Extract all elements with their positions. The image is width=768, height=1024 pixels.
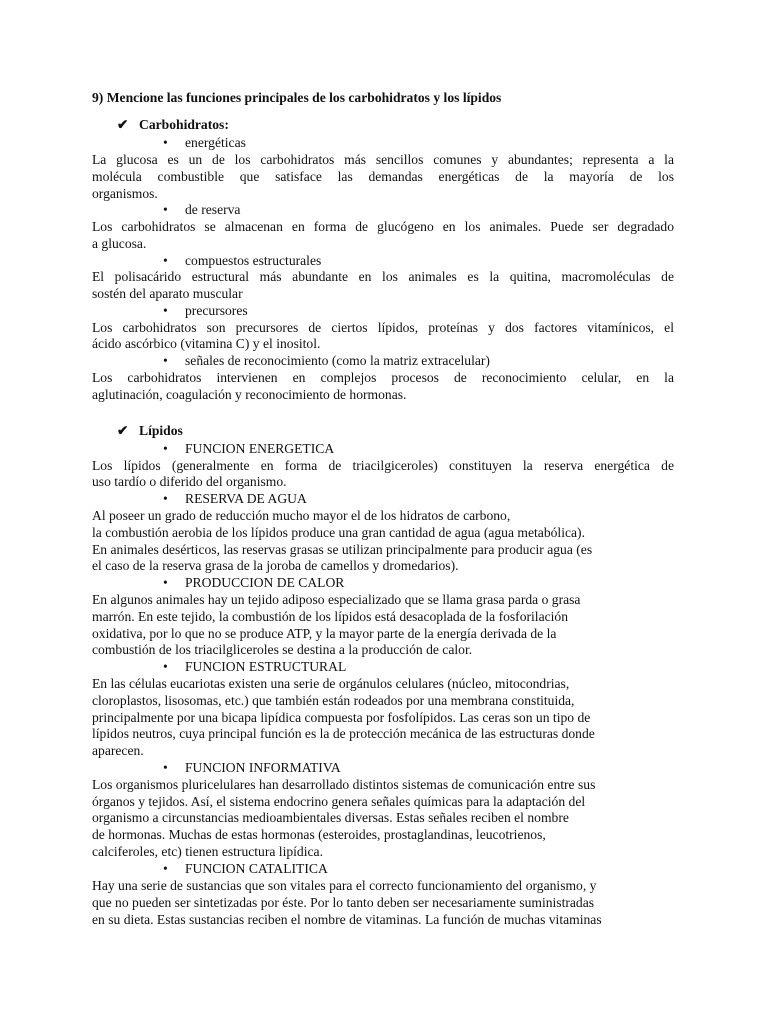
paragraph-line: Al poseer un grado de reducción mucho mayor el de los hidratos de carbono, — [92, 508, 511, 523]
paragraph-line: organismo a circunstancias medioambientales diversas. Estas señales reciben el nombre — [92, 810, 569, 825]
bullet-funcion-informativa: • FUNCION INFORMATIVA — [163, 760, 341, 775]
question-title: 9) Mencione las funciones principales de los carbohidratos y los lípidos — [92, 90, 502, 105]
section-heading-lipidos: ✔ Lípidos — [117, 423, 183, 438]
paragraph-line: calciferoles, etc) tienen estructura lipídica. — [92, 844, 323, 859]
bullet-icon: • — [163, 441, 168, 456]
paragraph-line: que no pueden ser sintetizadas por éste. Por lo tanto deben ser necesariamente suministradas — [92, 895, 595, 910]
paragraph-line: ácido ascórbico (vitamina C) y el inositol. — [92, 336, 321, 351]
bullet-icon: • — [163, 202, 168, 217]
bullet-funcion-catalitica: • FUNCION CATALITICA — [163, 861, 328, 876]
paragraph-line: En las células eucariotas existen una serie de orgánulos celulares (núcleo, mitocondrias, — [92, 676, 570, 691]
bullet-senales-de-reconocimiento: • señales de reconocimiento (como la matriz extracelular) — [163, 353, 490, 368]
bullet-icon: • — [163, 135, 168, 150]
paragraph-line: La glucosa es un de los carbohidratos más sencillos comunes y abundantes; representa a la — [92, 152, 674, 167]
paragraph-line: Hay una serie de sustancias que son vitales para el correcto funcionamiento del organismo, y — [92, 878, 597, 893]
paragraph-line: En animales desérticos, las reservas grasas se utilizan principalmente para producir agua (es — [92, 542, 593, 557]
paragraph-line: a glucosa. — [92, 236, 147, 251]
bullet-icon: • — [163, 760, 168, 775]
section-heading-carbohidratos: ✔ Carbohidratos: — [117, 117, 229, 132]
paragraph-line: cloroplastos, lisosomas, etc.) que también están rodeados por una membrana constituida, — [92, 693, 575, 708]
paragraph-line: aparecen. — [92, 743, 144, 758]
paragraph-line: Los carbohidratos intervienen en complejos procesos de reconocimiento celular, en la — [92, 370, 674, 385]
bullet-icon: • — [163, 575, 168, 590]
paragraph-line: en su dieta. Estas sustancias reciben el nombre de vitaminas. La función de muchas vitaminas — [92, 912, 602, 927]
paragraph-line: organismos. — [92, 186, 158, 201]
bullet-icon: • — [163, 659, 168, 674]
paragraph-line: Los lípidos (generalmente en forma de triacilgiceroles) constituyen la reserva energética de — [92, 458, 674, 473]
bullet-icon: • — [163, 253, 168, 268]
bullet-de-reserva: • de reserva — [163, 202, 241, 217]
paragraph-line: oxidativa, por lo que no se produce ATP, y la mayor parte de la energía derivada de la — [92, 626, 557, 641]
bullet-icon: • — [163, 353, 168, 368]
checkmark-icon: ✔ — [117, 423, 129, 438]
paragraph-line: marrón. En este tejido, la combustión de los lípidos está desacoplada de la fosforilación — [92, 609, 569, 624]
paragraph-line: lípidos neutros, cuya principal función es la de protección mecánica de las estructuras donde — [92, 726, 595, 741]
paragraph-line: El polisacárido estructural más abundante en los animales es la quitina, macromoléculas de — [92, 269, 674, 284]
bullet-icon: • — [163, 491, 168, 506]
bullet-icon: • — [163, 861, 168, 876]
paragraph-line: combustión de los triacilgliceroles se destina a la producción de calor. — [92, 642, 473, 657]
bullet-compuestos-estructurales: • compuestos estructurales — [163, 253, 322, 268]
paragraph-line: principalmente por una bicapa lipídica compuesta por fosfolípidos. Las ceras son un tipo de — [92, 710, 591, 725]
paragraph-line: de hormonas. Muchas de estas hormonas (esteroides, prostaglandinas, leucotrienos, — [92, 827, 546, 842]
bullet-produccion-de-calor: • PRODUCCION DE CALOR — [163, 575, 345, 590]
paragraph-line: uso tardío o diferido del organismo. — [92, 474, 287, 489]
bullet-funcion-estructural: • FUNCION ESTRUCTURAL — [163, 659, 347, 674]
bullet-reserva-de-agua: • RESERVA DE AGUA — [163, 491, 307, 506]
bullet-funcion-energetica: • FUNCION ENERGETICA — [163, 441, 335, 456]
bullet-precursores: • precursores — [163, 303, 248, 318]
paragraph-line: Los organismos pluricelulares han desarrollado distintos sistemas de comunicación entre sus — [92, 777, 596, 792]
paragraph-line: Los carbohidratos son precursores de ciertos lípidos, proteínas y dos factores vitamínicos, el — [92, 320, 674, 335]
paragraph-line: el caso de la reserva grasa de la joroba de camellos y dromedarios). — [92, 558, 459, 573]
checkmark-icon: ✔ — [117, 117, 129, 132]
paragraph-line: la combustión aerobia de los lípidos produce una gran cantidad de agua (agua metabólica). — [92, 525, 585, 540]
paragraph-line: molécula combustible que satisface las demandas energéticas de la mayoría de los — [92, 169, 674, 184]
bullet-icon: • — [163, 303, 168, 318]
bullet-energeticas: • energéticas — [163, 135, 246, 150]
paragraph-line: En algunos animales hay un tejido adiposo especializado que se llama grasa parda o grasa — [92, 592, 581, 607]
paragraph-line: órganos y tejidos. Así, el sistema endocrino genera señales químicas para la adaptación del — [92, 794, 586, 809]
paragraph-line: aglutinación, coagulación y reconocimiento de hormonas. — [92, 387, 407, 402]
paragraph-line: Los carbohidratos se almacenan en forma de glucógeno en los animales. Puede ser degradado — [92, 219, 674, 234]
paragraph-line: sostén del aparato muscular — [92, 286, 243, 301]
